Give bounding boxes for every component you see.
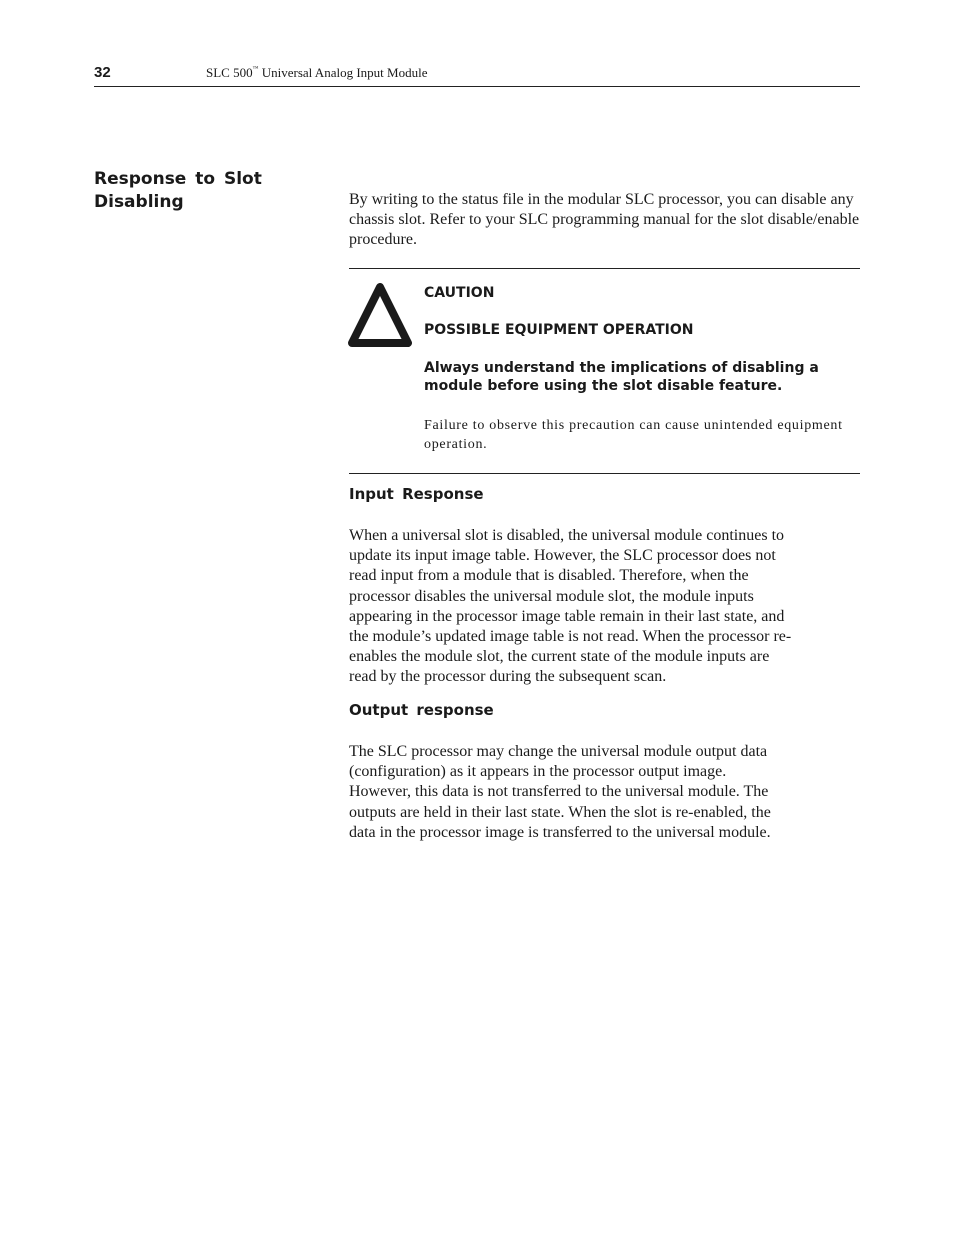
output-response-paragraph (349, 742, 860, 843)
text-line: outputs are held in their last state. When the slot is re-enabled, the (349, 803, 771, 821)
intro-paragraph: By writing to the status file in the modular SLC processor, you can disable any chassis slot. Refer to your SLC programming manual for the slot disable/enable procedure. (349, 191, 860, 249)
caution-subtitle: POSSIBLE EQUIPMENT OPERATION (424, 322, 694, 338)
page-header (94, 62, 860, 87)
warning-triangle-icon (348, 283, 412, 347)
running-title-suffix: Universal Analog Input Module (258, 65, 428, 80)
input-response-paragraph (349, 526, 860, 688)
text-line: The SLC processor may change the universal module output data (349, 743, 768, 760)
text-line: However, this data is not transferred to the universal module. The (349, 783, 769, 801)
running-title-prefix: SLC 500 (206, 65, 253, 80)
text-line: update its input image table. However, the SLC processor does not (349, 547, 776, 565)
caution-note: Failure to observe this precaution can cause unintended equipment operation. (424, 418, 843, 452)
text-line: read input from a module that is disabled. Therefore, when the (349, 567, 749, 585)
text-line: the module’s updated image table is not read. When the processor re- (349, 628, 792, 646)
caution-title: CAUTION (424, 285, 495, 301)
input-response-heading: Input Response (349, 485, 484, 503)
text-line: data in the processor image is transferred to the universal module. (349, 823, 771, 841)
running-title (206, 65, 427, 81)
page-number: 32 (94, 64, 111, 81)
text-line: processor disables the universal module slot, the module inputs (349, 587, 754, 605)
text-line: appearing in the processor image table remain in their last state, and (349, 607, 785, 625)
text-line: read by the processor during the subsequent scan. (349, 668, 667, 686)
caution-top-rule (349, 268, 860, 269)
text-line: (configuration) as it appears in the processor output image. (349, 763, 727, 781)
side-heading: Response to Slot Disabling (94, 169, 262, 212)
caution-warning: Always understand the implications of disabling a module before using the slot disable feature. (424, 360, 819, 394)
caution-bottom-rule (349, 473, 860, 474)
text-line: enables the module slot, the current state of the module inputs are (349, 648, 770, 666)
output-response-heading: Output response (349, 701, 494, 719)
text-line: When a universal slot is disabled, the universal module continues to (349, 527, 785, 544)
trademark-symbol: ™ (252, 66, 259, 72)
